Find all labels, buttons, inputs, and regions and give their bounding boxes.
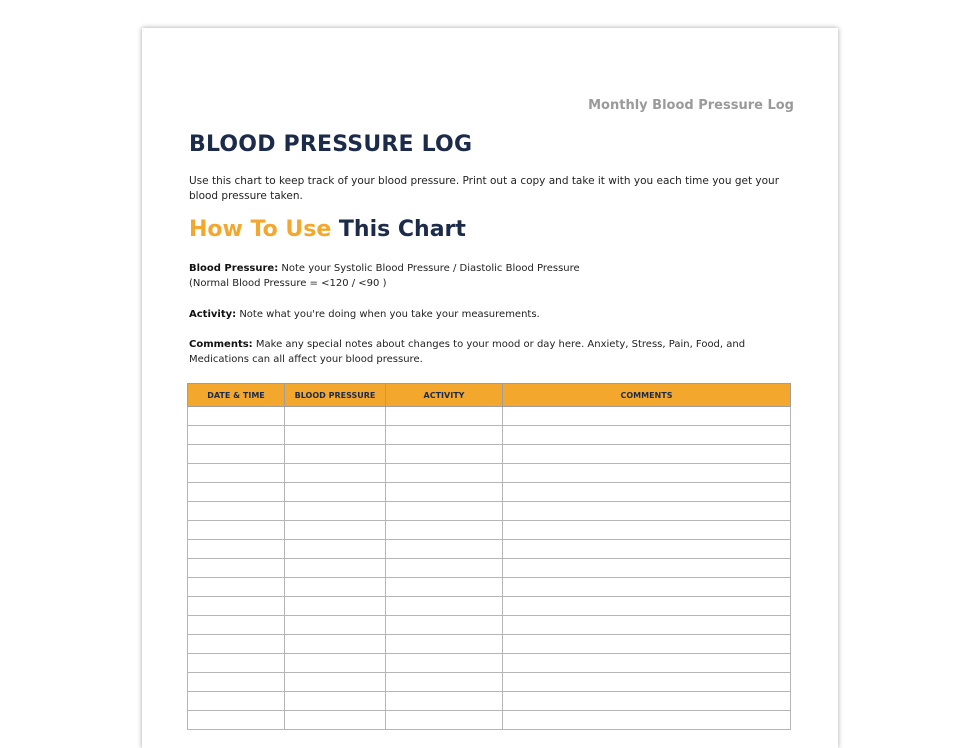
cell-date-time	[188, 673, 285, 692]
cell-date-time	[188, 597, 285, 616]
table-row	[188, 502, 791, 521]
cell-activity	[386, 597, 503, 616]
cell-comments	[503, 464, 791, 483]
column-header-date-time: DATE & TIME	[188, 384, 285, 407]
cell-comments	[503, 616, 791, 635]
column-header-activity: ACTIVITY	[386, 384, 503, 407]
cell-comments	[503, 521, 791, 540]
cell-activity	[386, 635, 503, 654]
intro-paragraph: Use this chart to keep track of your blood pressure. Print out a copy and take it with you each time you get your blood pressure taken.	[189, 175, 780, 202]
column-header-comments: COMMENTS	[503, 384, 791, 407]
table-row	[188, 407, 791, 426]
cell-date-time	[188, 654, 285, 673]
table-row	[188, 483, 791, 502]
cell-comments	[503, 540, 791, 559]
cell-date-time	[188, 692, 285, 711]
cell-activity	[386, 502, 503, 521]
cell-comments	[503, 426, 791, 445]
table-row	[188, 578, 791, 597]
cell-date-time	[188, 559, 285, 578]
cell-date-time	[188, 483, 285, 502]
cell-comments	[503, 635, 791, 654]
cell-date-time	[188, 464, 285, 483]
document-page	[142, 28, 838, 748]
cell-comments	[503, 654, 791, 673]
table-row	[188, 673, 791, 692]
cell-activity	[386, 578, 503, 597]
instruction-comments	[189, 337, 799, 367]
section-title-accent: How To Use	[189, 217, 332, 242]
page-title: BLOOD PRESSURE LOG	[189, 132, 473, 157]
instruction-blood-pressure-text: Note your Systolic Blood Pressure / Diastolic Blood Pressure	[281, 263, 580, 274]
table-row	[188, 711, 791, 730]
cell-activity	[386, 407, 503, 426]
table-row	[188, 464, 791, 483]
cell-date-time	[188, 540, 285, 559]
instruction-activity-label: Activity:	[189, 309, 237, 320]
table-body	[188, 407, 791, 730]
blood-pressure-log-table	[187, 383, 791, 730]
cell-blood-pressure	[285, 445, 386, 464]
instruction-blood-pressure-normal: (Normal Blood Pressure = <120 / <90 )	[189, 278, 387, 289]
table-row	[188, 559, 791, 578]
cell-blood-pressure	[285, 559, 386, 578]
cell-activity	[386, 483, 503, 502]
cell-comments	[503, 559, 791, 578]
cell-blood-pressure	[285, 483, 386, 502]
cell-blood-pressure	[285, 673, 386, 692]
cell-blood-pressure	[285, 521, 386, 540]
cell-blood-pressure	[285, 654, 386, 673]
section-title-rest: This Chart	[338, 217, 466, 242]
cell-comments	[503, 711, 791, 730]
cell-activity	[386, 673, 503, 692]
cell-date-time	[188, 578, 285, 597]
cell-blood-pressure	[285, 711, 386, 730]
cell-activity	[386, 426, 503, 445]
cell-blood-pressure	[285, 464, 386, 483]
instruction-blood-pressure-label: Blood Pressure:	[189, 263, 279, 274]
cell-date-time	[188, 407, 285, 426]
table-header-row	[188, 384, 791, 407]
table-row	[188, 616, 791, 635]
cell-activity	[386, 464, 503, 483]
cell-date-time	[188, 635, 285, 654]
instruction-comments-label: Comments:	[189, 339, 253, 350]
table-row	[188, 692, 791, 711]
cell-comments	[503, 445, 791, 464]
table-row	[188, 597, 791, 616]
cell-activity	[386, 559, 503, 578]
cell-activity	[386, 540, 503, 559]
cell-blood-pressure	[285, 616, 386, 635]
cell-date-time	[188, 445, 285, 464]
cell-activity	[386, 711, 503, 730]
cell-date-time	[188, 502, 285, 521]
cell-activity	[386, 616, 503, 635]
cell-blood-pressure	[285, 502, 386, 521]
cell-date-time	[188, 711, 285, 730]
column-header-blood-pressure: BLOOD PRESSURE	[285, 384, 386, 407]
instruction-activity-text: Note what you're doing when you take your measurements.	[239, 309, 540, 320]
cell-date-time	[188, 521, 285, 540]
cell-comments	[503, 502, 791, 521]
cell-comments	[503, 692, 791, 711]
cell-comments	[503, 407, 791, 426]
cell-activity	[386, 692, 503, 711]
cell-blood-pressure	[285, 540, 386, 559]
cell-blood-pressure	[285, 426, 386, 445]
instruction-comments-text: Make any special notes about changes to your mood or day here. Anxiety, Stress, Pain, Food, and Medications can all affect your blood pressure.	[189, 339, 746, 365]
instruction-blood-pressure	[189, 261, 799, 291]
cell-activity	[386, 445, 503, 464]
cell-comments	[503, 578, 791, 597]
cell-blood-pressure	[285, 578, 386, 597]
cell-blood-pressure	[285, 635, 386, 654]
section-title	[189, 217, 466, 242]
cell-date-time	[188, 616, 285, 635]
cell-comments	[503, 483, 791, 502]
cell-blood-pressure	[285, 597, 386, 616]
cell-activity	[386, 654, 503, 673]
table-row	[188, 521, 791, 540]
cell-comments	[503, 673, 791, 692]
cell-blood-pressure	[285, 407, 386, 426]
instruction-activity	[189, 307, 799, 322]
table-row	[188, 426, 791, 445]
table-row	[188, 654, 791, 673]
cell-activity	[386, 521, 503, 540]
table-row	[188, 540, 791, 559]
cell-comments	[503, 597, 791, 616]
table-row	[188, 445, 791, 464]
running-header: Monthly Blood Pressure Log	[588, 98, 794, 113]
cell-date-time	[188, 426, 285, 445]
cell-blood-pressure	[285, 692, 386, 711]
table-row	[188, 635, 791, 654]
